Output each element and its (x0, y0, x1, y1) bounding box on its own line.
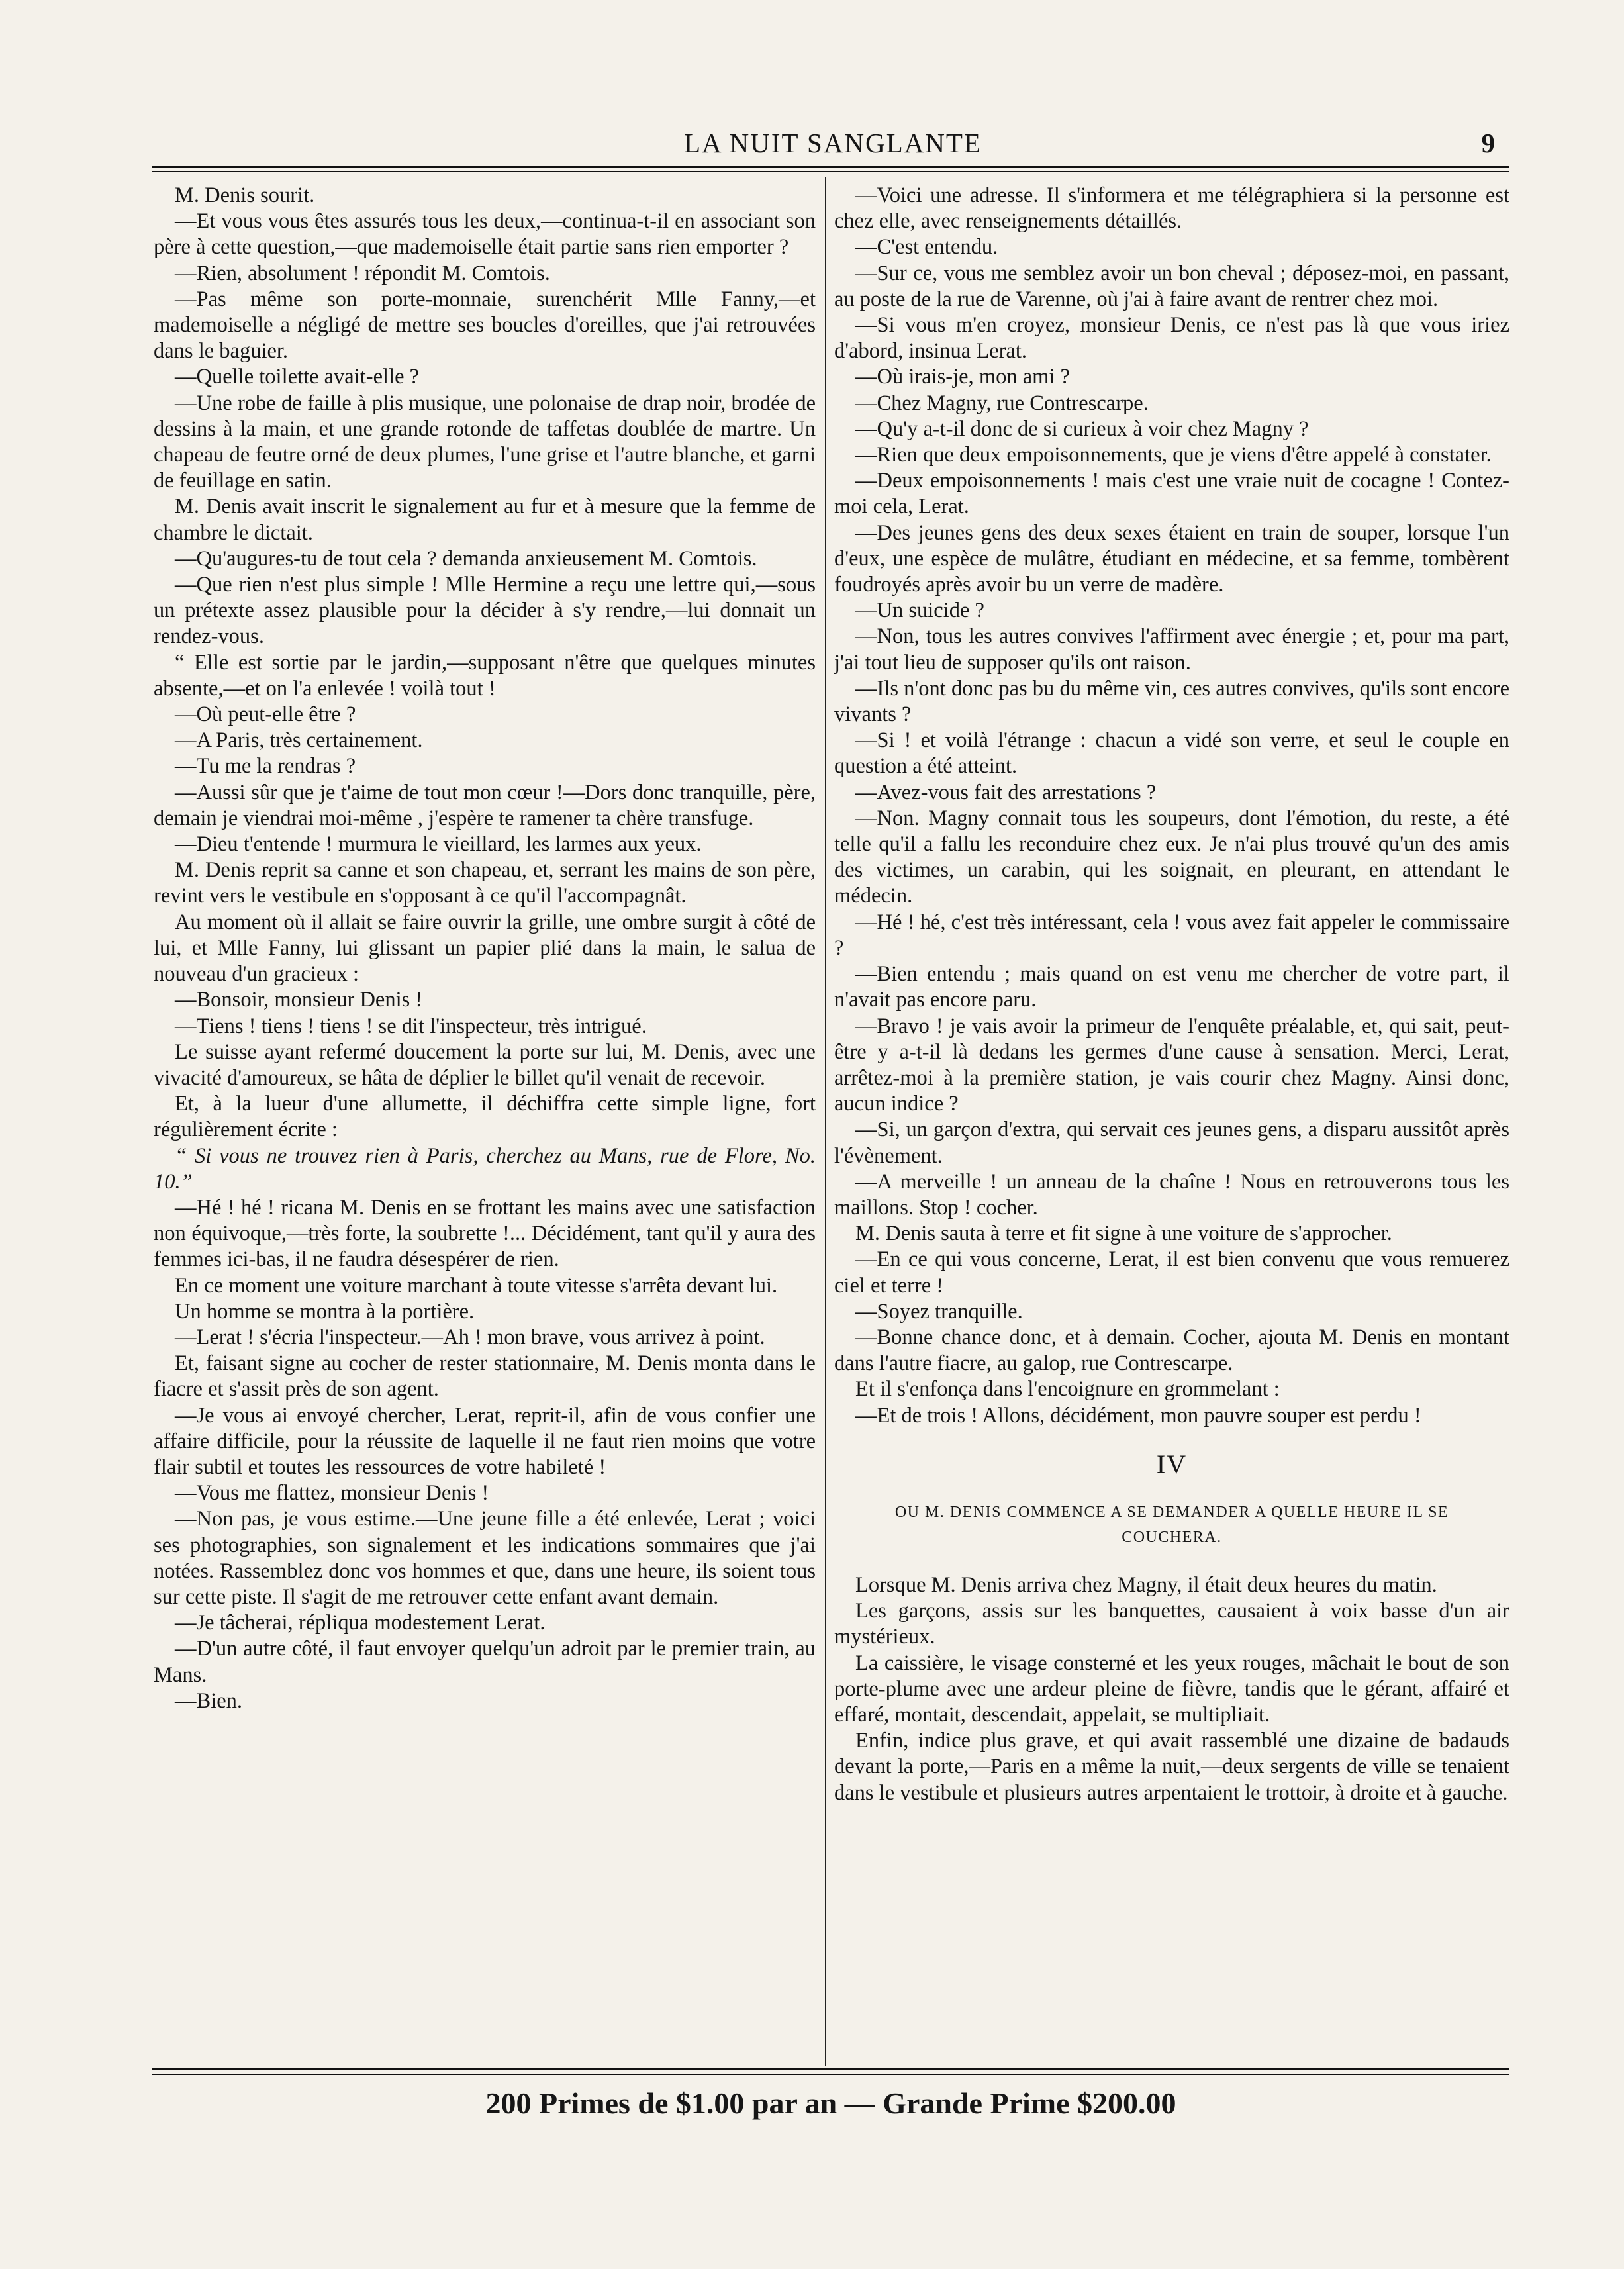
paragraph: —A merveille ! un anneau de la chaîne ! Nous en retrouverons tous les maillons. Stop ! cocher. (834, 1169, 1509, 1220)
paragraph: Le suisse ayant refermé doucement la porte sur lui, M. Denis, avec une vivacité d'amoureux, se hâta de déplier le billet qu'il venait de recevoir. (154, 1039, 816, 1090)
paragraph: Les garçons, assis sur les banquettes, causaient à voix basse d'un air mystérieux. (834, 1599, 1509, 1649)
paragraph: La caissière, le visage consterné et les yeux rouges, mâchait le bout de son porte-plume avec une ardeur pleine de fièvre, tandis que le gérant, affairé et effaré, montait, descendait, appelait, se multipliait. (834, 1651, 1509, 1727)
paragraph: Et, faisant signe au cocher de rester stationnaire, M. Denis monta dans le fiacre et s'assit près de son agent. (154, 1351, 816, 1402)
paragraph: Enfin, indice plus grave, et qui avait rassemblé une dizaine de badauds devant la porte,—Paris en a même la nuit,—deux sergents de ville se tenaient dans le vestibule et plusieurs autres arpentaient le trottoir, à droite et à gauche. (834, 1729, 1509, 1805)
page-number: 9 (1481, 128, 1495, 158)
paragraph: —Je vous ai envoyé chercher, Lerat, reprit-il, afin de vous confier une affaire difficile, pour la réussite de laquelle il ne faut rien moins que votre flair subtil et toutes les ressources de votre habileté ! (154, 1403, 816, 1479)
paragraph: —Quelle toilette avait-elle ? (175, 365, 420, 389)
paragraph: Lorsque M. Denis arriva chez Magny, il était deux heures du matin. (855, 1572, 1437, 1597)
chapter-title: OU M. DENIS COMMENCE A SE DEMANDER A QUELLE HEURE IL SE COUCHERA. (894, 1503, 1449, 1546)
paragraph: —En ce qui vous concerne, Lerat, il est bien convenu que vous remuerez ciel et terre ! (834, 1247, 1509, 1298)
paragraph: —Tiens ! tiens ! tiens ! se dit l'inspecteur, très intrigué. (175, 1014, 647, 1038)
paragraph: —Non pas, je vous estime.—Une jeune fille a été enlevée, Lerat ; voici ses photographies, son signalement et les indications sommaires que j'ai notées. Rassemblez donc vos hommes et que, dans une heure, ils soient tous sur cette piste. Il s'agit de me retrouver cette enfant avant demain. (154, 1507, 816, 1609)
paragraph: —Si, un garçon d'extra, qui servait ces jeunes gens, a disparu aussitôt après l'évènement. (834, 1118, 1509, 1168)
paragraph: M. Denis avait inscrit le signalement au fur et à mesure que la femme de chambre le dictait. (154, 495, 816, 545)
footer-rule-double (152, 2074, 1509, 2075)
paragraph: —Qu'y a-t-il donc de si curieux à voir chez Magny ? (855, 416, 1309, 441)
paragraph: —Chez Magny, rue Contrescarpe. (855, 391, 1149, 415)
paragraph: Et il s'enfonça dans l'encoignure en grommelant : (855, 1377, 1280, 1402)
paragraph: M. Denis sauta à terre et fit signe à une voiture de s'approcher. (855, 1222, 1392, 1246)
paragraph: —Je tâcherai, répliqua modestement Lerat. (175, 1611, 546, 1635)
chapter-number: IV (1156, 1449, 1188, 1479)
paragraph: “ Elle est sortie par le jardin,—supposant n'être que quelques minutes absente,—et on l'a enlevée ! voilà tout ! (154, 650, 816, 700)
paragraph: —Sur ce, vous me semblez avoir un bon cheval ; déposez-moi, en passant, au poste de la rue de Varenne, où j'ai à faire avant de rentrer chez moi. (834, 261, 1509, 311)
paragraph: —Un suicide ? (855, 599, 984, 623)
paragraph: —D'un autre côté, il faut envoyer quelqu'un adroit par le premier train, au Mans. (154, 1637, 816, 1687)
paragraph: —Une robe de faille à plis musique, une polonaise de drap noir, brodée de dessins à la main, et une grande rotonde de taffetas doublée de martre. Un chapeau de feutre orné de deux plumes, l'une grise et l'autre blanche, et garni de feuillage en satin. (154, 391, 816, 493)
footer-rule (152, 2068, 1509, 2070)
paragraph: —Rien que deux empoisonnements, que je viens d'être appelé à constater. (855, 443, 1492, 467)
paragraph: “ Si vous ne trouvez rien à Paris, cherchez au Mans, rue de Flore, No. 10.” (154, 1143, 816, 1194)
paragraph: —Si vous m'en croyez, monsieur Denis, ce n'est pas là que vous iriez d'abord, insinua Lerat. (834, 313, 1509, 363)
paragraph: —Deux empoisonnements ! mais c'est une vraie nuit de cocagne ! Contez-moi cela, Lerat. (834, 469, 1509, 519)
paragraph: —Soyez tranquille. (855, 1299, 1023, 1324)
paragraph: —Et vous vous êtes assurés tous les deux,—continua-t-il en associant son père à cette question,—que mademoiselle était partie sans rien emporter ? (154, 209, 816, 260)
paragraph: —Ils n'ont donc pas bu du même vin, ces autres convives, qu'ils sont encore vivants ? (834, 676, 1509, 727)
paragraph: Un homme se montra à la portière. (175, 1299, 475, 1324)
header-rule-double (152, 171, 1509, 172)
paragraph: —Bonne chance donc, et à demain. Cocher, ajouta M. Denis en montant dans l'autre fiacre, au galop, rue Contrescarpe. (834, 1325, 1509, 1376)
paragraph: —Qu'augures-tu de tout cela ? demanda anxieusement M. Comtois. (175, 546, 757, 571)
header-rule (152, 166, 1509, 168)
paragraph: Et, à la lueur d'une allumette, il déchiffra cette simple ligne, fort régulièrement écrite : (154, 1092, 816, 1142)
footer-advert: 200 Primes de $1.00 par an — Grande Prime $200.00 (485, 2086, 1176, 2120)
paragraph: —Tu me la rendras ? (175, 754, 356, 779)
column-divider (825, 177, 826, 2066)
paragraph: —Des jeunes gens des deux sexes étaient en train de souper, lorsque l'un d'eux, une espèce de mulâtre, étudiant en médecine, et sa femme, tombèrent foudroyés après avoir bu un verre de madère. (834, 520, 1509, 597)
paragraph: —Que rien n'est plus simple ! Mlle Hermine a reçu une lettre qui,—sous un prétexte assez plausible pour la décider à s'y rendre,—lui donnait un rendez-vous. (154, 573, 816, 649)
paragraph: —Lerat ! s'écria l'inspecteur.—Ah ! mon brave, vous arrivez à point. (175, 1325, 765, 1349)
paragraph: —Où peut-elle être ? (175, 702, 356, 727)
paragraph: —Bien. (175, 1688, 243, 1713)
paragraph: —Rien, absolument ! répondit M. Comtois. (175, 261, 550, 285)
paragraph: —C'est entendu. (855, 235, 998, 260)
paragraph: En ce moment une voiture marchant à toute vitesse s'arrêta devant lui. (175, 1273, 778, 1298)
paragraph: —Si ! et voilà l'étrange : chacun a vidé son verre, et seul le couple en question a été atteint. (834, 728, 1509, 779)
paragraph: —Hé ! hé ! ricana M. Denis en se frottant les mains avec une satisfaction non équivoque,—très forte, la soubrette !... Décidément, tant qu'il y aura des femmes ici-bas, il ne faudra désespérer de rien. (154, 1195, 816, 1272)
paragraph: —Dieu t'entende ! murmura le vieillard, les larmes aux yeux. (175, 832, 702, 857)
paragraph: —Vous me flattez, monsieur Denis ! (175, 1481, 489, 1506)
paragraph: Au moment où il allait se faire ouvrir la grille, une ombre surgit à côté de lui, et Mlle Fanny, lui glissant un papier plié dans la main, le salua de nouveau d'un gracieux : (154, 910, 816, 987)
paragraph: —Non. Magny connait tous les soupeurs, dont l'émotion, du reste, a été telle qu'il a fallu les reconduire chez eux. Je n'ai plus trouvé qu'un des amis des victimes, un carabin, qui les soignait, en pleurant, en attendant le médecin. (834, 806, 1509, 908)
right-column (834, 183, 1509, 2063)
running-title: LA NUIT SANGLANTE (683, 128, 982, 158)
paragraph: —Non, tous les autres convives l'affirment avec énergie ; et, pour ma part, j'ai tout lieu de supposer qu'ils ont raison. (834, 624, 1509, 675)
paragraph: —Où irais-je, mon ami ? (855, 365, 1071, 389)
paragraph: M. Denis sourit. (175, 183, 315, 207)
page-header (164, 124, 1502, 162)
paragraph: —Bravo ! je vais avoir la primeur de l'enquête préalable, et, qui sait, peut-être y a-t-il là dedans les germes d'une cause à sensation. Merci, Lerat, arrêtez-moi à la première station, je vais courir chez Magny. Ainsi donc, aucun indice ? (834, 1014, 1509, 1116)
paragraph: —Bien entendu ; mais quand on est venu me chercher de votre part, il n'avait pas encore paru. (834, 962, 1509, 1012)
paragraph: —Bonsoir, monsieur Denis ! (175, 988, 423, 1012)
paragraph: —Pas même son porte-monnaie, surenchérit Mlle Fanny,—et mademoiselle a négligé de mettre ses boucles d'oreilles, que j'ai retrouvées dans le baguier. (154, 287, 816, 363)
paragraph: —Hé ! hé, c'est très intéressant, cela ! vous avez fait appeler le commissaire ? (834, 910, 1509, 960)
paragraph: M. Denis reprit sa canne et son chapeau, et, serrant les mains de son père, revint vers le vestibule en s'opposant à ce qu'il l'accompagnât. (154, 858, 816, 908)
paragraph: —Avez-vous fait des arrestations ? (855, 780, 1157, 804)
paragraph: —Et de trois ! Allons, décidément, mon pauvre souper est perdu ! (855, 1403, 1421, 1427)
left-column (154, 183, 816, 2063)
paragraph: —Aussi sûr que je t'aime de tout mon cœur !—Dors donc tranquille, père, demain je viendrai moi-même , j'espère te ramener ta chère transfuge. (154, 780, 816, 830)
paragraph: —A Paris, très certainement. (175, 728, 423, 753)
paragraph: —Voici une adresse. Il s'informera et me télégraphiera si la personne est chez elle, avec renseignements détaillés. (834, 183, 1509, 234)
